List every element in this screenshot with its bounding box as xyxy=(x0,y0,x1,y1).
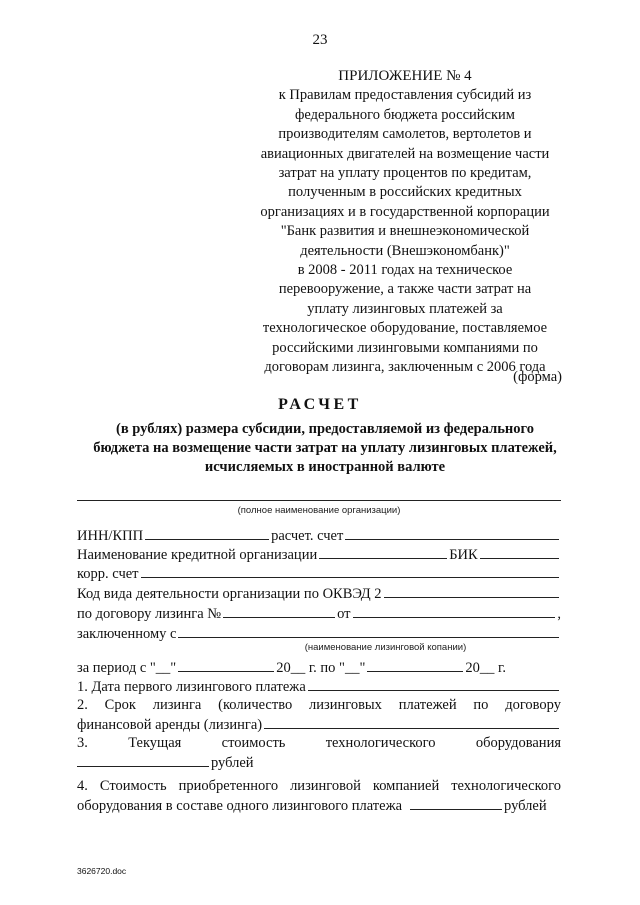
contract-row xyxy=(77,604,561,624)
period-start-month-field[interactable] xyxy=(178,658,274,672)
annex-line: полученным в российских кредитных xyxy=(288,184,522,201)
annex-line: договорам лизинга, заключенным с 2006 года xyxy=(264,359,546,376)
annex-line: в 2008 - 2011 годах на техническое xyxy=(297,262,513,279)
item-1-row xyxy=(77,677,561,697)
annex-header xyxy=(250,67,560,378)
inn-field[interactable] xyxy=(145,526,269,540)
subtitle-line: исчисляемых в иностранной валюте xyxy=(204,459,446,475)
form-label: (форма) xyxy=(513,369,562,385)
contract-label: по договору лизинга № xyxy=(77,606,222,622)
lessor-row xyxy=(77,624,561,644)
okved-row xyxy=(77,584,561,604)
annex-line: "Банк развития и внешнеэкономической xyxy=(280,223,530,240)
annex-line: российскими лизинговыми компаниями по xyxy=(272,339,538,356)
document-subtitle xyxy=(90,420,560,477)
organization-caption: (полное наименование организации) xyxy=(237,505,401,516)
period-end-label: 20__ г. xyxy=(465,660,506,676)
contract-comma: , xyxy=(557,606,561,622)
okved-field[interactable] xyxy=(384,584,560,598)
item-4-unit: рублей xyxy=(504,798,547,814)
page-number: 23 xyxy=(312,32,328,48)
first-payment-date-field[interactable] xyxy=(308,677,559,691)
period-end-month-field[interactable] xyxy=(367,658,463,672)
corr-account-label: корр. счет xyxy=(77,566,139,582)
annex-line: авиационных двигателей на возмещение части xyxy=(260,145,550,162)
item-3-row xyxy=(77,753,561,773)
item-3-unit: рублей xyxy=(211,755,254,771)
leasing-term-field[interactable] xyxy=(264,715,559,729)
annex-line: организациях и в государственной корпорации xyxy=(260,203,550,220)
period-mid-label: 20__ г. по "__" xyxy=(276,660,366,676)
annex-line: затрат на уплату процентов по кредитам, xyxy=(278,165,532,182)
account-field[interactable] xyxy=(345,526,559,540)
document-title: РАСЧЕТ xyxy=(278,396,362,413)
payment-equipment-value-field[interactable] xyxy=(410,796,502,810)
lessor-caption: (наименование лизинговой копании) xyxy=(304,642,467,653)
item-2-row xyxy=(77,715,561,735)
item-2-label: 2. Срок лизинга (количество лизинговых платежей по договору xyxy=(77,697,561,713)
contract-number-field[interactable] xyxy=(223,604,335,618)
annex-line: деятельности (Внешэкономбанк)" xyxy=(300,242,510,259)
bank-name-field[interactable] xyxy=(319,545,447,559)
bank-row xyxy=(77,545,561,565)
account-label: расчет. счет xyxy=(271,528,344,544)
file-id: 3626720.doc xyxy=(77,866,127,876)
item-2-label-cont: финансовой аренды (лизинга) xyxy=(77,717,263,733)
inn-label: ИНН/КПП xyxy=(77,528,144,544)
annex-line: перевооружение, а также части затрат на xyxy=(278,281,532,298)
subtitle-line: (в рублях) размера субсидии, предоставляемой из федерального xyxy=(116,421,534,437)
okved-label: Код вида деятельности организации по ОКВЭД 2 xyxy=(77,586,382,602)
period-row xyxy=(77,658,561,678)
inn-row xyxy=(77,526,561,546)
lessor-field[interactable] xyxy=(178,624,559,638)
item-1-label: 1. Дата первого лизингового платежа xyxy=(77,679,306,695)
bik-label: БИК xyxy=(449,547,478,563)
annex-line: производителям самолетов, вертолетов и xyxy=(278,126,532,143)
bik-field[interactable] xyxy=(480,545,559,559)
item-3-label: 3. Текущая стоимость технологического оборудования xyxy=(77,735,561,751)
item-4-label-cont: оборудования в составе одного лизингового платежа xyxy=(77,798,403,814)
period-start-label: за период с "__" xyxy=(77,660,177,676)
equipment-value-field[interactable] xyxy=(77,753,209,767)
contract-date-field[interactable] xyxy=(353,604,556,618)
item-4-label: 4. Стоимость приобретенного лизинговой компанией технологического xyxy=(77,778,561,794)
annex-line: федерального бюджета российским xyxy=(295,106,515,123)
corr-row xyxy=(77,564,561,584)
annex-line: уплату лизинговых платежей за xyxy=(307,300,503,317)
corr-account-field[interactable] xyxy=(141,564,559,578)
concluded-label: заключенному с xyxy=(77,626,177,642)
annex-line: технологическое оборудование, поставляемое xyxy=(262,320,548,337)
subtitle-line: бюджета на возмещение части затрат на уплату лизинговых платежей, xyxy=(93,440,557,456)
bank-name-label: Наименование кредитной организации xyxy=(77,547,318,563)
annex-line: к Правилам предоставления субсидий из xyxy=(278,87,532,104)
annex-title: ПРИЛОЖЕНИЕ № 4 xyxy=(338,68,472,84)
item-4-row xyxy=(77,796,561,816)
contract-from-label: от xyxy=(337,606,351,622)
organization-name-field[interactable] xyxy=(77,500,561,501)
